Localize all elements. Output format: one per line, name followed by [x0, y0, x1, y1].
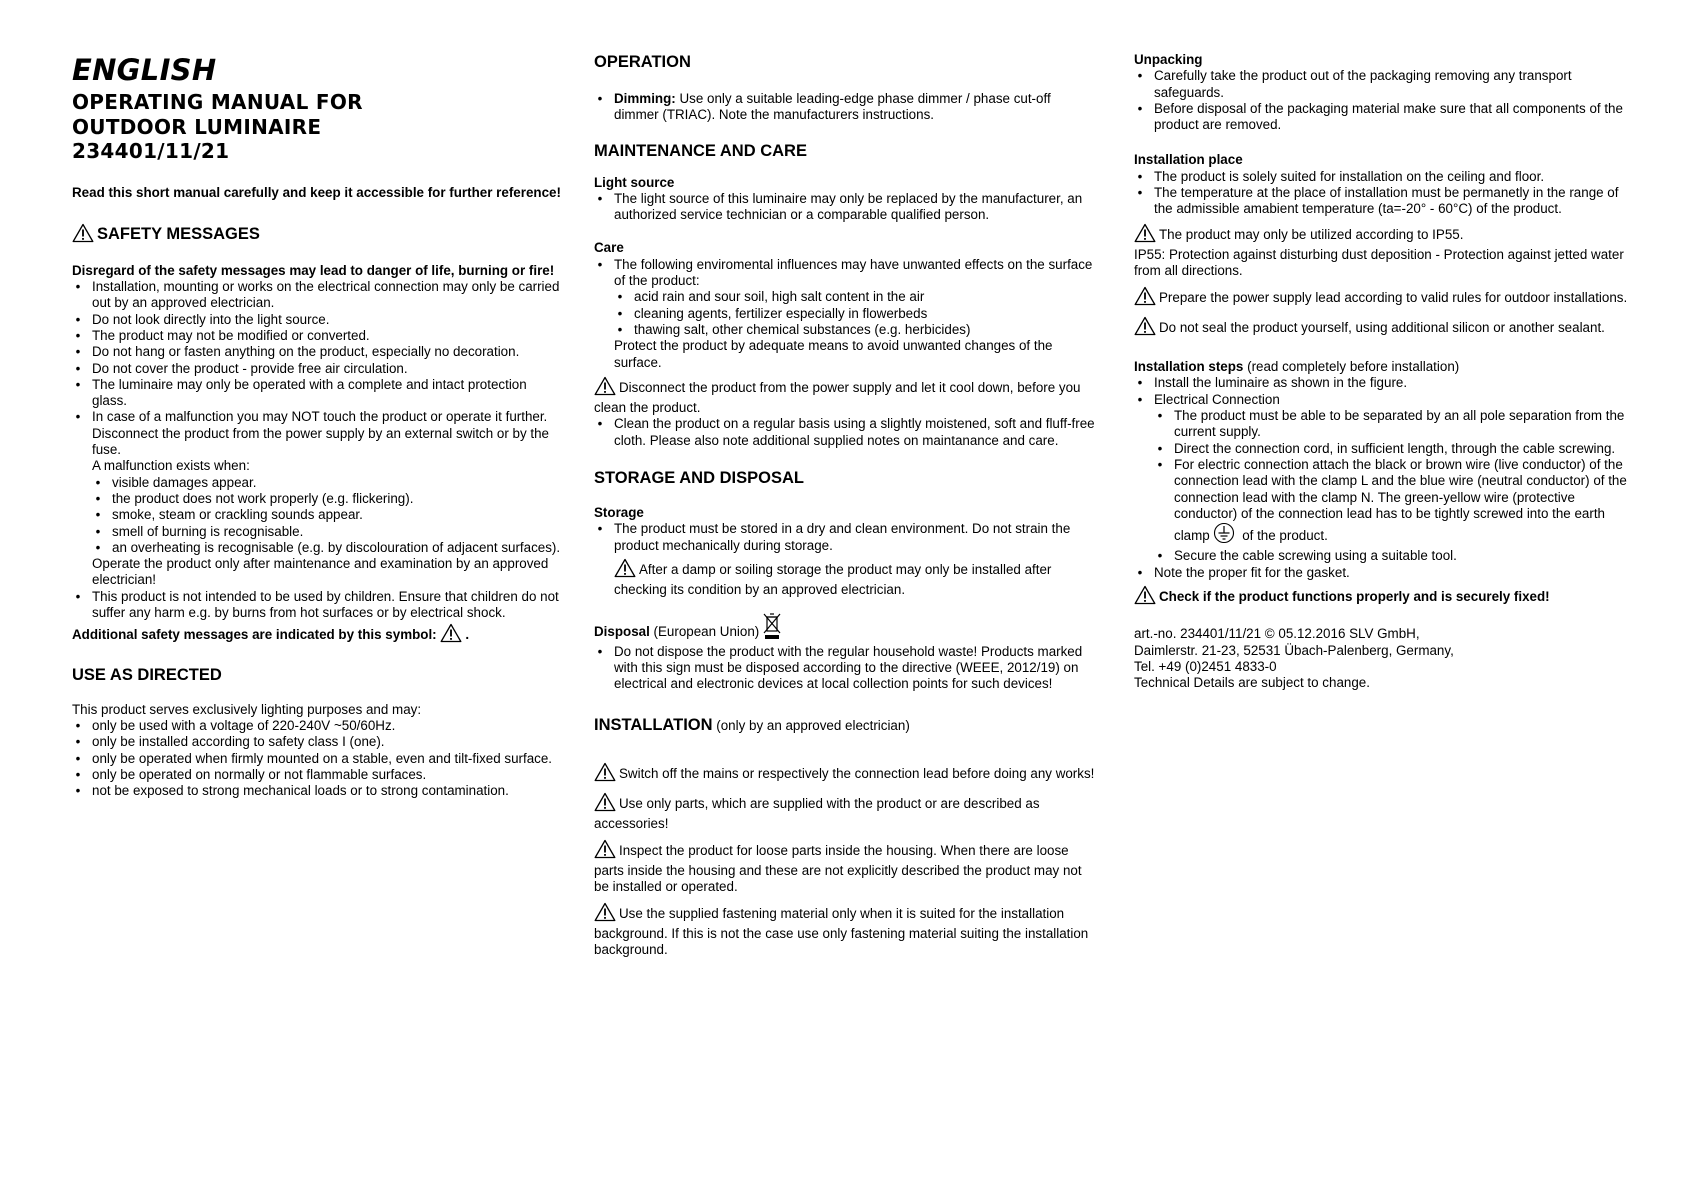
safety-list [72, 279, 564, 621]
additional-safety-text: Additional safety messages are indicated by this symbol: [72, 627, 437, 643]
storage-warning [614, 558, 1096, 599]
safety-lead: Disregard of the safety messages may lead to danger of life, burning or fire! [72, 262, 555, 278]
list-item: • Do not hang or fasten anything on the product, especially no decoration. [92, 344, 564, 360]
warning-triangle-icon [594, 792, 616, 816]
footer-line: Daimlerstr. 21-23, 52531 Übach-Palenberg, Germany, [1134, 642, 1454, 658]
footer-line: art.-no. 234401/11/21 © 05.12.2016 SLV GmbH, [1134, 626, 1420, 642]
dimming-text: Use only a suitable leading-edge phase dimmer / phase cut-off dimmer (TRIAC). Note the manufacturers instructions. [614, 91, 1051, 123]
electrical-list [1154, 408, 1630, 565]
install-warning-text: Inspect the product for loose parts inside the housing. When there are loose parts inside the housing and these are not explicitly described the product may not be installed or operated. [594, 842, 1082, 895]
disposal-label: Disposal [594, 623, 650, 639]
dimming-label: Dimming: [614, 91, 676, 106]
maintenance-heading: MAINTENANCE AND CARE [594, 141, 807, 160]
list-item: • an overheating is recognisable (e.g. by discolouration of adjacent surfaces). [112, 540, 564, 556]
ip-text: IP55: Protection against disturbing dust deposition - Protection against jetted water from all directions. [1134, 246, 1624, 279]
installation-heading-text: INSTALLATION [594, 715, 713, 734]
intro-text: Read this short manual carefully and keep it accessible for further reference! [72, 184, 561, 200]
care-warning-text: Disconnect the product from the power supply and let it cool down, before you clean the product. [594, 379, 1081, 416]
storage-warning-text: After a damp or soiling storage the product may only be installed after checking its condition by an approved electrician. [614, 561, 1052, 598]
install-warning [594, 902, 1096, 959]
install-warning [594, 792, 1096, 833]
installation-steps-heading [1134, 359, 1630, 375]
list-item [614, 521, 1096, 598]
list-item: • The luminaire may only be operated with a complete and intact protection glass. [92, 377, 564, 410]
list-item: • The product may not be modified or converted. [92, 328, 564, 344]
use-heading: USE AS DIRECTED [72, 665, 222, 684]
list-item: • acid rain and sour soil, high salt content in the air [634, 289, 1096, 305]
seal-warning-text: Do not seal the product yourself, using additional silicon or another sealant. [1159, 319, 1605, 335]
earth-ground-icon [1213, 522, 1235, 548]
operation-heading: OPERATION [594, 53, 691, 71]
unpacking-heading: Unpacking [1134, 52, 1203, 67]
operation-list [594, 91, 1096, 124]
list-item: • Before disposal of the packaging material make sure that all components of the product are removed. [1154, 101, 1630, 134]
list-item: • This product is not intended to be used by children. Ensure that children do not suffer any harm e.g. by burns from hot surfaces or by electrical shock. [92, 589, 564, 622]
power-warning-text: Prepare the power supply lead according to valid rules for outdoor installations. [1159, 289, 1628, 305]
list-item [1174, 457, 1630, 548]
list-item [614, 257, 1096, 371]
column-1 [72, 52, 564, 799]
list-item: • Installation, mounting or works on the electrical connection may only be carried out by an approved electrician. [92, 279, 564, 312]
disposal-list [594, 644, 1096, 693]
additional-safety-end: . [465, 627, 470, 643]
installation-place-list [1134, 169, 1630, 218]
storage-list [594, 521, 1096, 598]
storage-text: • The product must be stored in a dry and clean environment. Do not strain the product mechanically during storage. [614, 521, 1071, 553]
list-item [92, 409, 564, 588]
column-3 [1134, 52, 1630, 692]
footer-info [1134, 626, 1630, 691]
check-warning [1134, 585, 1630, 609]
list-item: • Carefully take the product out of the packaging removing any transport safeguards. [1154, 68, 1630, 101]
seal-warning [1134, 316, 1630, 340]
list-item: • Note the proper fit for the gasket. [1154, 565, 1630, 581]
warning-triangle-icon [594, 902, 616, 926]
warning-triangle-icon [440, 623, 462, 647]
list-item: • Secure the cable screwing using a suitable tool. [1174, 548, 1630, 564]
safety-heading [72, 223, 564, 248]
warning-triangle-icon [72, 223, 94, 248]
electrical-connection-label: • Electrical Connection [1154, 391, 1280, 407]
list-item: • The product is solely suited for installation on the ceiling and floor. [1154, 169, 1630, 185]
storage-heading: Storage [594, 505, 644, 521]
malfunction-list [92, 475, 564, 556]
use-list [72, 718, 564, 799]
disposal-region: (European Union) [649, 623, 760, 639]
installation-place-heading: Installation place [1134, 152, 1243, 168]
install-warning-text: Use only parts, which are supplied with the product or are described as accessories! [594, 796, 1040, 832]
list-item: • only be used with a voltage of 220-240V ~50/60Hz. [92, 718, 564, 734]
wire-instructions-end: of the product. [1238, 528, 1328, 544]
warning-triangle-icon [1134, 585, 1156, 609]
list-item: • Do not dispose the product with the regular household waste! Products marked with this sign must be disposed according to the directive (WEEE, 2012/19) on electrical and electronic devices at local collection points for such devices! [614, 644, 1096, 693]
clean-list [594, 416, 1096, 449]
unpacking-list [1134, 68, 1630, 133]
list-item: • The temperature at the place of installation must be permanetly in the range of the admissible amabient temperature (ta=-20° - 60°C) of the product. [1154, 185, 1630, 218]
list-item: • cleaning agents, fertilizer especially in flowerbeds [634, 306, 1096, 322]
wire-instructions: For electric connection attach the black or brown wire (live conductor) of the connection lead with the clamp L and the blue wire (neutral conductor) of the connection lead with the clamp N. The green-yellow wire (protective conductor) of the connection lead has to be tightly screwed into the earth clamp [1174, 456, 1627, 544]
care-text: • The following enviromental influences may have unwanted effects on the surface of the product: [614, 256, 1093, 289]
install-warning [594, 762, 1096, 786]
installation-steps-list [1134, 375, 1630, 581]
care-list [594, 257, 1096, 371]
steps-note: (read completely before installation) [1243, 359, 1460, 375]
crossed-bin-icon [763, 612, 781, 644]
power-warning [1134, 286, 1630, 310]
warning-triangle-icon [1134, 316, 1156, 340]
steps-heading-text: Installation steps [1134, 359, 1244, 375]
care-heading: Care [594, 240, 624, 256]
list-item: • The product must be able to be separated by an all pole separation from the current supply. [1174, 408, 1630, 441]
list-item: • Do not cover the product - provide free air circulation. [92, 361, 564, 377]
list-item: • visible damages appear. [112, 475, 564, 491]
use-intro: This product serves exclusively lighting purposes and may: [72, 701, 422, 717]
malfunction-intro: • In case of a malfunction you may NOT touch the product or operate it further. Disconnect the product from the power supply by an external switch or by the fuse. [92, 409, 550, 458]
storage-disposal-heading: STORAGE AND DISPOSAL [594, 469, 804, 488]
list-item: • Do not look directly into the light source. [92, 312, 564, 328]
disposal-heading [594, 612, 1096, 644]
list-item: • The light source of this luminaire may only be replaced by the manufacturer, an authorized service technician or a comparable qualified person. [614, 191, 1096, 224]
list-item: • not be exposed to strong mechanical loads or to strong contamination. [92, 783, 564, 799]
list-item: • thawing salt, other chemical substances (e.g. herbicides) [634, 322, 1096, 338]
light-source-list [594, 191, 1096, 224]
list-item [1154, 392, 1630, 565]
warning-triangle-icon [594, 376, 616, 400]
list-item: • Install the luminaire as shown in the figure. [1154, 375, 1630, 391]
warning-triangle-icon [594, 762, 616, 786]
article-number-title: 234401/11/21 [72, 139, 230, 163]
install-warning-text: Use the supplied fastening material only when it is suited for the installation background. If this is not the case use only fastening material suiting the installation background. [594, 905, 1089, 958]
malfunction-after: Operate the product only after maintenance and examination by an approved electrician! [92, 556, 549, 588]
light-source-heading: Light source [594, 174, 675, 190]
manual-title-line: OUTDOOR LUMINAIRE [72, 114, 322, 139]
list-item: • only be installed according to safety class I (one). [92, 734, 564, 750]
language-heading: ENGLISH [72, 53, 217, 87]
check-warning-text: Check if the product functions properly and is securely fixed! [1159, 589, 1550, 605]
list-item: • Direct the connection cord, in sufficient length, through the cable screwing. [1174, 441, 1630, 457]
care-warning [594, 376, 1096, 417]
list-item: • only be operated on normally or not flammable surfaces. [92, 767, 564, 783]
list-item: • the product does not work properly (e.g. flickering). [112, 491, 564, 507]
additional-safety-note [72, 623, 564, 647]
installation-note: (only by an approved electrician) [712, 717, 910, 733]
warning-triangle-icon [614, 558, 636, 582]
warning-triangle-icon [1134, 286, 1156, 310]
list-item: • only be operated when firmly mounted on a stable, even and tilt-fixed surface. [92, 751, 564, 767]
care-sub-list [614, 289, 1096, 338]
install-warning [594, 839, 1096, 896]
warning-triangle-icon [594, 839, 616, 863]
list-item: • Clean the product on a regular basis using a slightly moistened, soft and fluff-free cloth. Please also note additional supplied notes on maintanance and care. [614, 416, 1096, 449]
footer-line: Tel. +49 (0)2451 4833-0 [1134, 658, 1277, 674]
footer-line: Technical Details are subject to change. [1134, 675, 1370, 691]
care-protect: Protect the product by adequate means to avoid unwanted changes of the surface. [614, 338, 1053, 370]
ip-warning-text: The product may only be utilized according to IP55. [1159, 226, 1464, 242]
list-item: • smell of burning is recognisable. [112, 524, 564, 540]
ip-warning [1134, 223, 1630, 247]
list-item [614, 91, 1096, 124]
warning-triangle-icon [1134, 223, 1156, 247]
column-2 [594, 52, 1096, 958]
malfunction-exists: A malfunction exists when: [92, 458, 250, 474]
list-item: • smoke, steam or crackling sounds appear. [112, 507, 564, 523]
install-warning-text: Switch off the mains or respectively the connection lead before doing any works! [619, 765, 1095, 781]
manual-title-line: OPERATING MANUAL FOR [72, 90, 363, 114]
installation-heading [594, 715, 1096, 736]
safety-heading-text: SAFETY MESSAGES [97, 224, 260, 243]
